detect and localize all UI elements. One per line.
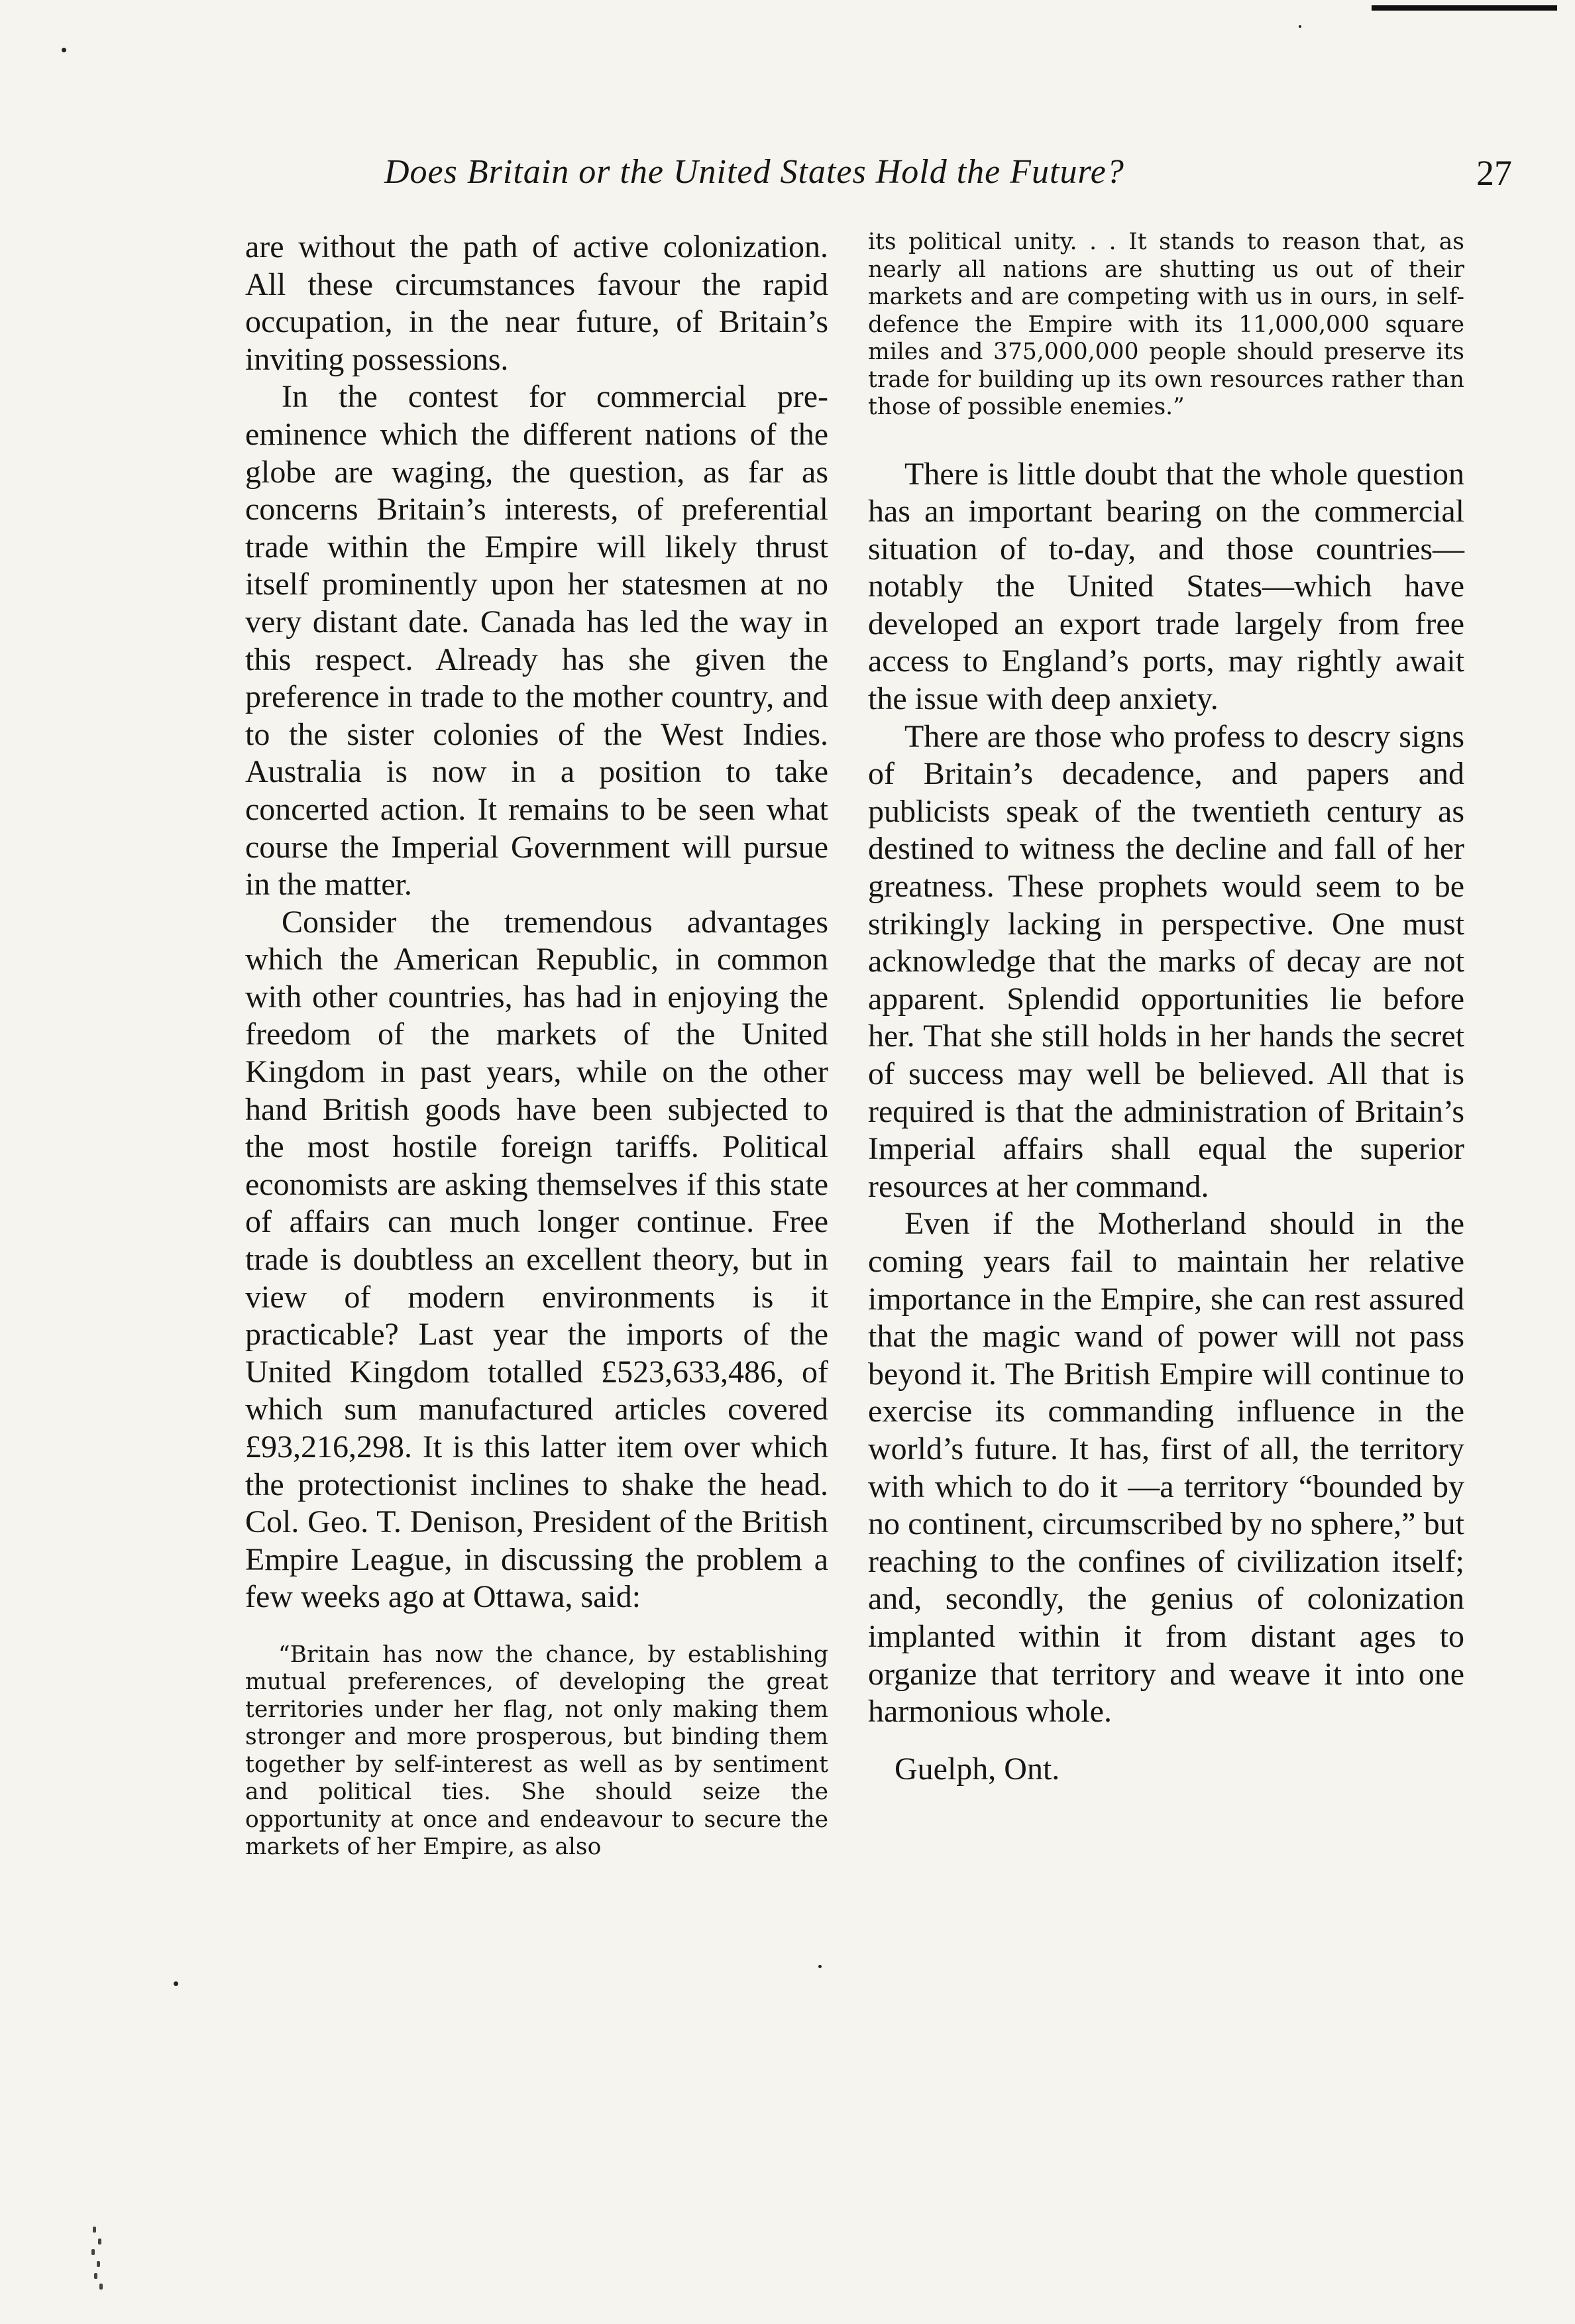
paragraph-commercial-situation: There is little doubt that the whole question has an important bearing on the commercial situation of to-day, and those countries—notably the United States—which have developed an export trade largely from free access to England’s ports, may rightly await the issue with deep anxiety. — [868, 456, 1464, 717]
running-title: Does Britain or the United States Hold the Future? — [384, 153, 1124, 191]
stray-mark — [1299, 25, 1301, 28]
running-head — [0, 152, 1575, 192]
right-column — [868, 229, 1464, 1787]
stray-mark — [62, 48, 66, 52]
paragraph-preferential-trade: In the contest for commercial pre-eminence which the different nations of the globe are waging, the question, as far as concerns Britain’s interests, of preferential trade within the Empire will likely thrust itself prominently upon her statesmen at no very distant date. Canada has led the way in this respect. Already has she given the preference in trade to the mother country, and to the sister colonies of the West Indies. Australia is now in a position to take concerted action. It remains to be seen what course the Imperial Government will pursue in the matter. — [245, 379, 828, 903]
left-column — [245, 229, 828, 1861]
top-rule — [1372, 5, 1557, 11]
page-number: 27 — [1476, 153, 1512, 193]
paragraph-motherland: Even if the Motherland should in the coming years fail to maintain her relative importance in the Empire, she can rest assured that the magic wand of power will not pass beyond it. The British Empire will continue to exercise its commanding influence in the world’s future. It has, first of all, the territory with which to do it —a territory “bounded by no continent, circumscribed by no sphere,” but reaching to the confines of civilization itself; and, secondly, the genius of colonization implanted within it from distant ages to organize that territory and weave it into one harmonious whole. — [868, 1206, 1464, 1730]
stray-mark — [818, 1965, 822, 1968]
paragraph-free-trade: Consider the tremendous advantages which the American Republic, in common with other countries, has had in enjoying the freedom of the markets of the United Kingdom in past years, while on the other hand British goods have been subjected to the most hostile foreign tariffs. Political economists are asking themselves if this state of affairs can much longer continue. Free trade is doubtless an excellent theory, but in view of modern environments is it practicable? Last year the imports of the United Kingdom totalled £523,633,486, of which sum manufactured articles covered £93,216,298. It is this latter item over which the protectionist inclines to shake the head. Col. Geo. T. Denison, President of the British Empire League, in discussing the problem a few weeks ago at Ottawa, said: — [245, 904, 828, 1615]
paragraph-colonization: are without the path of active colonization. All these circumstances favour the rapid occupation, in the near future, of Britain’s inviting possessions. — [245, 229, 828, 377]
stray-mark — [174, 1981, 178, 1986]
sign-off-location: Guelph, Ont. — [895, 1751, 1060, 1787]
denison-quote: “Britain has now the chance, by establishing mutual preferences, of developing the great territories under her flag, not only making them stronger and more prosperous, but binding them together by self-interest as well as by sentiment and political ties. She should seize the opportunity at once and endeavour to secure the markets of her Empire, as also — [245, 1641, 828, 1861]
paragraph-decadence: There are those who profess to descry signs of Britain’s decadence, and papers and publicists speak of the twentieth century as destined to witness the decline and fall of her greatness. These prophets would seem to be strikingly lacking in perspective. One must acknowledge that the marks of decay are not apparent. Splendid opportunities lie before her. That she still holds in her hands the secret of success may well be believed. All that is required is that the administration of Britain’s Imperial affairs shall equal the superior resources at her command. — [868, 718, 1464, 1204]
denison-quote-continued: its political unity. . . It stands to reason that, as nearly all nations are shutting us out of their markets and are competing with us in ours, in self-defence the Empire with its 11,000,000 square miles and 375,000,000 people should preserve its trade for building up its own resources rather than those of possible enemies.” — [868, 229, 1464, 420]
margin-specks — [86, 2227, 126, 2306]
